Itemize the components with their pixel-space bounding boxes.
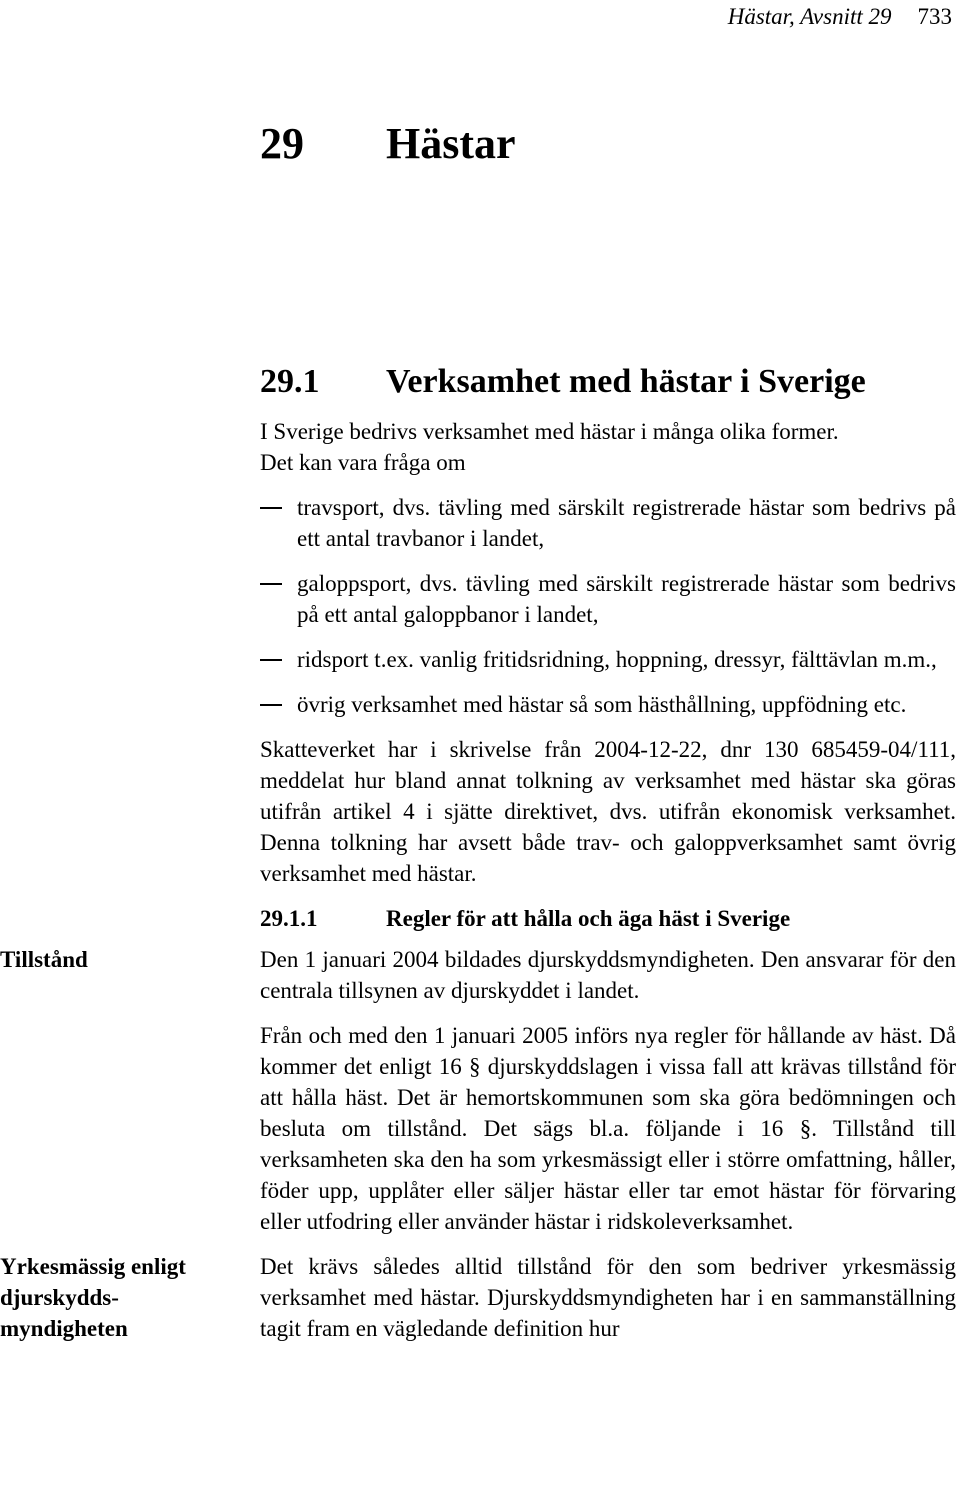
list-item-text: ridsport t.ex. vanlig fritidsridning, hoppning, dressyr, fälttävlan m.m., bbox=[297, 647, 937, 672]
margin-heading-yrkesmassig: Yrkesmässig enligt djurskydds-myndigheten bbox=[0, 1254, 186, 1341]
list-item-text: övrig verksamhet med hästar så som hästhållning, uppfödning etc. bbox=[297, 692, 907, 717]
subsection-number: 29.1.1 bbox=[260, 906, 318, 931]
dash-bullet bbox=[260, 659, 282, 661]
body-text bbox=[260, 416, 956, 1358]
list-item bbox=[260, 568, 956, 630]
subsection-heading bbox=[260, 903, 956, 934]
header-title: Hästar, Avsnitt 29 bbox=[727, 4, 892, 29]
intro-line: Det kan vara fråga om bbox=[260, 450, 466, 475]
list-item bbox=[260, 492, 956, 554]
chapter-heading bbox=[260, 118, 516, 170]
list-item-text: travsport, dvs. tävling med särskilt registrerade hästar som bedrivs på ett antal travbanor i landet, bbox=[297, 495, 956, 551]
dash-bullet bbox=[260, 507, 282, 509]
paragraph-djurskyddsmyndigheten: Den 1 januari 2004 bildades djurskyddsmyndigheten. Den ansvarar för den centrala tillsynen av djurskyddet i landet. bbox=[260, 947, 956, 1003]
subsection-title: Regler för att hålla och äga häst i Sverige bbox=[386, 906, 791, 931]
chapter-title: Hästar bbox=[386, 119, 516, 168]
section-title: Verksamhet med hästar i Sverige bbox=[386, 363, 866, 400]
intro-paragraph bbox=[260, 416, 956, 478]
intro-line: I Sverige bedrivs verksamhet med hästar i många olika former. bbox=[260, 419, 839, 444]
paragraph-yrkesmassig: Det krävs således alltid tillstånd för den som bedriver yrkesmässig verksamhet med hästar. Djurskyddsmyndigheten har i en sammanställning tagit fram en vägledande definition hur bbox=[260, 1254, 956, 1341]
dash-bullet bbox=[260, 583, 282, 585]
dash-bullet bbox=[260, 704, 282, 706]
chapter-number: 29 bbox=[260, 119, 304, 168]
margin-heading-tillstand: Tillstånd bbox=[0, 947, 88, 972]
paragraph-nya-regler: Från och med den 1 januari 2005 införs nya regler för hållande av häst. Då kommer det enligt 16 § djurskyddslagen i vissa fall att krävas tillstånd för att hålla häst. Det är hemortskommunen som ska göra bedömningen och besluta om tillstånd. Det sägs bl.a. följande i 16 §. Tillstånd till verksamheten ska den ha som yrkesmässigt eller i större omfattning, håller, föder upp, upplåter eller säljer hästar eller tar emot hästar för förvaring eller utfodring eller använder hästar i ridskoleverksamhet. bbox=[260, 1023, 956, 1234]
section-heading bbox=[260, 360, 866, 404]
paragraph-skatteverket: Skatteverket har i skrivelse från 2004-12-22, dnr 130 685459-04/111, meddelat hur bland annat tolkning av verksamhet med hästar ska göras utifrån artikel 4 i sjätte direktivet, dvs. utifrån ekonomisk verksamhet. Denna tolkning har avsett både trav- och galoppverksamhet samt övrig verksamhet med hästar. bbox=[260, 737, 956, 886]
page-number: 733 bbox=[917, 4, 952, 29]
activity-list bbox=[260, 492, 956, 720]
list-item bbox=[260, 644, 956, 675]
running-header bbox=[0, 0, 952, 34]
section-number: 29.1 bbox=[260, 363, 320, 400]
list-item-text: galoppsport, dvs. tävling med särskilt registrerade hästar som bedrivs på ett antal galoppbanor i landet, bbox=[297, 571, 956, 627]
list-item bbox=[260, 689, 956, 720]
